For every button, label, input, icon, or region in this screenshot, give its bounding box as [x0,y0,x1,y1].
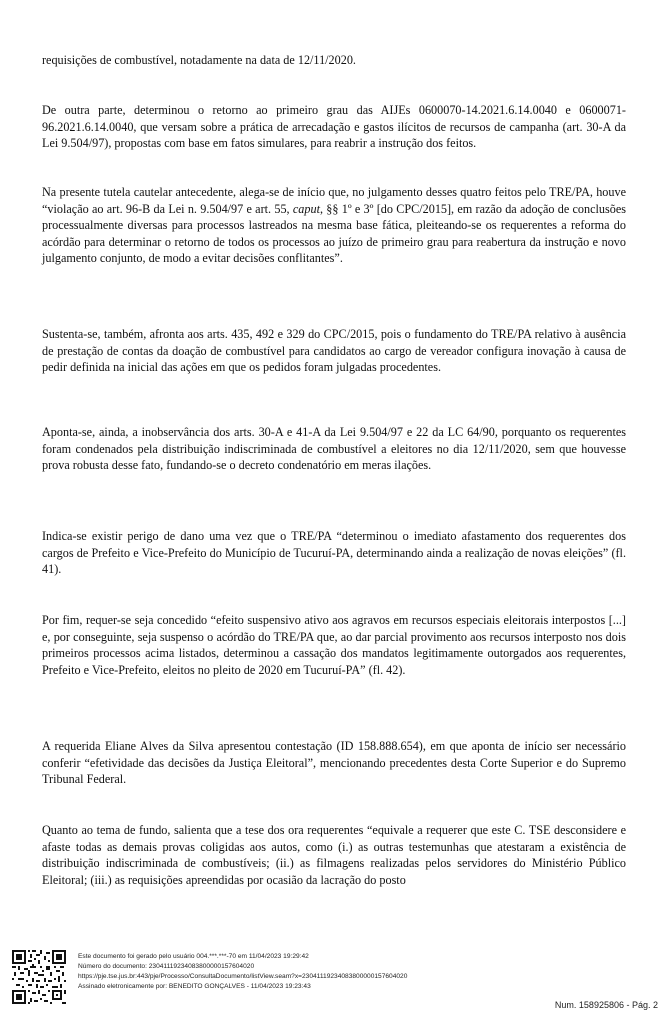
paragraph-6: Indica-se existir perigo de dano uma vez que o TRE/PA “determinou o imediato afastamento dos requerentes dos cargos de Prefeito e Vice-Prefeito do Município de Tucuruí-PA, determinando ainda a realização de novas eleições” (fl. 41). [42,529,626,577]
paragraph-5: Aponta-se, ainda, a inobservância dos arts. 30-A e 41-A da Lei 9.504/97 e 22 da LC 64/90, porquanto os requerentes foram condenados pela distribuição indiscriminada de combustível a eleitores no dia 12/11/2020, sem que houvesse prova robusta desse fato, fundando-se o decreto condenatório em meras ilações. [42,425,626,473]
paragraph-1: requisições de combustível, notadamente na data de 12/11/2020. [42,53,356,67]
paragraph-9: Quanto ao tema de fundo, salienta que a tese dos ora requerentes “equivale a requerer que este C. TSE desconsidere e afaste todas as demais provas coligidas aos autos, como (i.) as outras testemunhas que atestaram a existência de distribuição indiscriminada de combustíveis; (ii.) as filmagens realizadas pelos servidores do Ministério Público Eleitoral; (iii.) as requisições apreendidas por ocasião da lacração do posto [42,823,626,887]
paragraph-4: Sustenta-se, também, afronta aos arts. 435, 492 e 329 do CPC/2015, pois o fundamento do TRE/PA relativo à ausência de prestação de contas da doação de combustível para candidatos ao cargo de vereador configura inovação à causa de pedir definida na inicial das ações em que os pedidos foram julgadas procedentes. [42,327,626,375]
signature-footer [78,952,498,992]
qr-code-icon [12,950,66,1004]
italic-term: caput [292,201,320,216]
page-number: Num. 158925806 - Pág. 2 [554,1000,658,1010]
verification-url[interactable]: https://pje.tse.jus.br:443/pje/Processo/ConsultaDocumento/listView.seam?x=23041119234083800000157604020 [78,973,408,980]
paragraph-2: De outra parte, determinou o retorno ao primeiro grau das AIJEs 0600070-14.2021.6.14.0040 e 0600071-96.2021.6.14.0040, que versam sobre a prática de arrecadação e gastos ilícitos de recursos de campanha (art. 30-A da Lei 9.504/97), propostas com base em fatos simulares, para reabrir a instrução dos feitos. [42,103,626,151]
generated-by-line: Este documento foi gerado pelo usuário 004.***.***-70 em 11/04/2023 19:29:42 [78,953,309,960]
signed-by-line: Assinado eletronicamente por: BENEDITO GONÇALVES - 11/04/2023 19:23:43 [78,983,311,990]
paragraph-3: Na presente tutela cautelar antecedente, alega-se de início que, no julgamento desses quatro feitos pelo TRE/PA, houve “violação ao art. 96-B da Lei n. 9.504/97 e art. 55, caput, §§ 1º e 3º [do CPC/2015], em razão da adoção de conclusões processualmente diversas para processos lastreados na mesma base fática, pleiteando-se os requerentes a reforma do acórdão para determinar o retorno de todos os processos ao juízo de primeiro grau para reabertura da instrução e novo julgamento conjunto, de modo a evitar decisões conflitantes”. [42,185,626,266]
paragraph-7: Por fim, requer-se seja concedido “efeito suspensivo ativo aos agravos em recursos especiais eleitorais interpostos [...] e, por conseguinte, seja suspenso o acórdão do TRE/PA que, ao dar parcial provimento aos recursos interposto nos dois primeiros processos acima listados, determinou a cassação dos mandatos legitimamente outorgados aos requerentes, Prefeito e Vice-Prefeito, eleitos no pleito de 2020 em Tucuruí-PA” (fl. 42). [42,613,626,677]
paragraph-8: A requerida Eliane Alves da Silva apresentou contestação (ID 158.888.654), em que aponta de início ser necessário conferir “efetividade das decisões da Justiça Eleitoral”, mencionando precedentes desta Corte Superior e do Supremo Tribunal Federal. [42,739,626,787]
document-number-line: Número do documento: 23041119234083800000157604020 [78,963,255,970]
